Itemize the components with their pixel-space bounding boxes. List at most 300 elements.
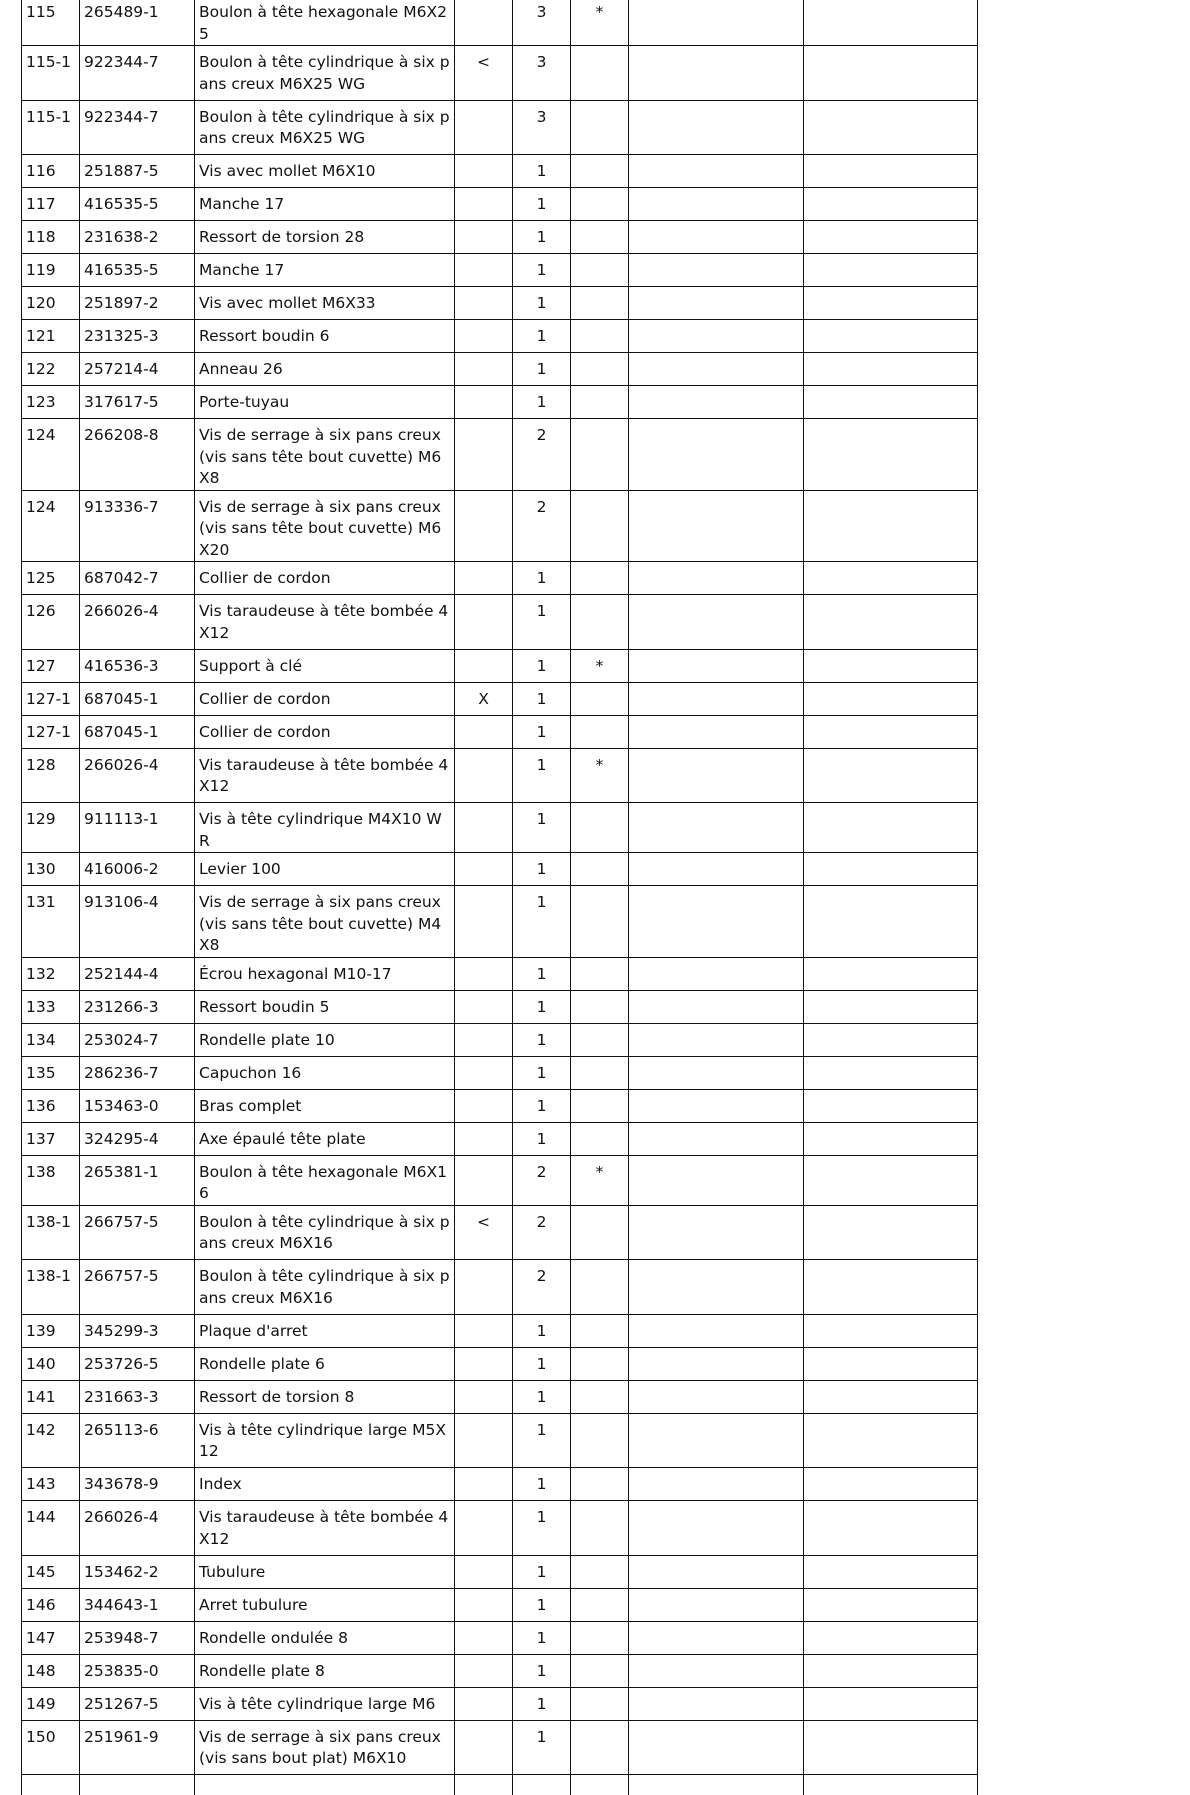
- description-cell: Boulon à tête cylindrique à six pans creux M6X25 WG: [195, 46, 455, 101]
- empty-cell: [629, 1056, 804, 1089]
- empty-cell: [629, 1588, 804, 1621]
- empty-cell: [629, 957, 804, 990]
- part-code-cell: 266026-4: [80, 748, 195, 803]
- part-code-cell: 687045-1: [80, 682, 195, 715]
- empty-cell: [629, 287, 804, 320]
- mark-cell: [455, 1260, 513, 1315]
- empty-cell: [455, 1775, 513, 1795]
- empty-cell: [629, 562, 804, 595]
- empty-cell: [629, 990, 804, 1023]
- empty-cell: [629, 1122, 804, 1155]
- note-cell: [571, 353, 629, 386]
- empty-cell: [629, 748, 804, 803]
- empty-cell: [804, 254, 978, 287]
- description-cell: Boulon à tête hexagonale M6X16: [195, 1155, 455, 1205]
- item-number-cell: 127-1: [22, 682, 80, 715]
- item-number-cell: 130: [22, 853, 80, 886]
- table-row-11: [22, 386, 978, 419]
- note-cell: [571, 562, 629, 595]
- note-cell: [571, 682, 629, 715]
- mark-cell: [455, 1621, 513, 1654]
- empty-cell: [804, 221, 978, 254]
- item-number-cell: 142: [22, 1413, 80, 1468]
- quantity-cell: 3: [513, 100, 571, 155]
- part-code-cell: 253726-5: [80, 1347, 195, 1380]
- quantity-cell: 1: [513, 1089, 571, 1122]
- description-cell: Capuchon 16: [195, 1056, 455, 1089]
- mark-cell: [455, 1654, 513, 1687]
- mark-cell: [455, 287, 513, 320]
- quantity-cell: 1: [513, 562, 571, 595]
- quantity-cell: 1: [513, 1687, 571, 1720]
- empty-cell: [804, 1380, 978, 1413]
- note-cell: [571, 254, 629, 287]
- description-cell: Manche 17: [195, 254, 455, 287]
- item-number-cell: 118: [22, 221, 80, 254]
- note-cell: [571, 1720, 629, 1775]
- empty-cell: [629, 1155, 804, 1205]
- part-code-cell: 416006-2: [80, 853, 195, 886]
- mark-cell: [455, 1380, 513, 1413]
- note-cell: *: [571, 0, 629, 46]
- note-cell: [571, 595, 629, 650]
- mark-cell: [455, 1413, 513, 1468]
- part-code-cell: 265489-1: [80, 0, 195, 46]
- mark-cell: [455, 0, 513, 46]
- mark-cell: [455, 803, 513, 853]
- note-cell: [571, 886, 629, 958]
- mark-cell: [455, 1155, 513, 1205]
- description-cell: Ressort de torsion 8: [195, 1380, 455, 1413]
- note-cell: [571, 1468, 629, 1501]
- part-code-cell: 286236-7: [80, 1056, 195, 1089]
- note-cell: [571, 46, 629, 101]
- mark-cell: [455, 320, 513, 353]
- part-code-cell: 343678-9: [80, 1468, 195, 1501]
- part-code-cell: 251961-9: [80, 1720, 195, 1775]
- empty-cell: [804, 100, 978, 155]
- item-number-cell: 124: [22, 419, 80, 491]
- part-code-cell: 317617-5: [80, 386, 195, 419]
- parts-table-body: [22, 0, 978, 1795]
- item-number-cell: 119: [22, 254, 80, 287]
- mark-cell: [455, 649, 513, 682]
- empty-cell: [804, 353, 978, 386]
- item-number-cell: 149: [22, 1687, 80, 1720]
- empty-cell: [629, 1413, 804, 1468]
- item-number-cell: 115-1: [22, 46, 80, 101]
- part-code-cell: 253948-7: [80, 1621, 195, 1654]
- mark-cell: [455, 1468, 513, 1501]
- mark-cell: [455, 748, 513, 803]
- item-number-cell: 138-1: [22, 1205, 80, 1260]
- empty-cell: [629, 155, 804, 188]
- note-cell: *: [571, 748, 629, 803]
- quantity-cell: 1: [513, 1056, 571, 1089]
- empty-cell: [629, 188, 804, 221]
- table-row-31: [22, 1260, 978, 1315]
- quantity-cell: 1: [513, 1501, 571, 1556]
- item-number-cell: 116: [22, 155, 80, 188]
- empty-cell: [804, 957, 978, 990]
- table-row-37: [22, 1501, 978, 1556]
- item-number-cell: 138-1: [22, 1260, 80, 1315]
- table-row-6: [22, 221, 978, 254]
- item-number-cell: 140: [22, 1347, 80, 1380]
- note-cell: [571, 155, 629, 188]
- note-cell: [571, 287, 629, 320]
- note-cell: [571, 386, 629, 419]
- table-row-9: [22, 320, 978, 353]
- description-cell: Vis de serrage à six pans creux (vis sans tête bout cuvette) M6X20: [195, 490, 455, 562]
- empty-cell: [629, 1468, 804, 1501]
- quantity-cell: 1: [513, 1314, 571, 1347]
- part-code-cell: 266757-5: [80, 1260, 195, 1315]
- description-cell: Plaque d'arret: [195, 1314, 455, 1347]
- mark-cell: [455, 100, 513, 155]
- mark-cell: <: [455, 46, 513, 101]
- mark-cell: [455, 1023, 513, 1056]
- description-cell: Vis de serrage à six pans creux (vis sans tête bout cuvette) M6X8: [195, 419, 455, 491]
- item-number-cell: 127-1: [22, 715, 80, 748]
- quantity-cell: 1: [513, 353, 571, 386]
- description-cell: Arret tubulure: [195, 1588, 455, 1621]
- empty-cell: [629, 1023, 804, 1056]
- table-row-3: [22, 100, 978, 155]
- note-cell: [571, 188, 629, 221]
- quantity-cell: 1: [513, 595, 571, 650]
- empty-cell: [629, 715, 804, 748]
- empty-cell: [629, 682, 804, 715]
- note-cell: [571, 1588, 629, 1621]
- empty-cell: [80, 1775, 195, 1795]
- empty-cell: [804, 1122, 978, 1155]
- empty-cell: [804, 287, 978, 320]
- item-number-cell: 129: [22, 803, 80, 853]
- quantity-cell: 1: [513, 320, 571, 353]
- description-cell: Ressort de torsion 28: [195, 221, 455, 254]
- quantity-cell: 1: [513, 803, 571, 853]
- empty-cell: [629, 649, 804, 682]
- empty-cell: [629, 1347, 804, 1380]
- note-cell: [571, 1260, 629, 1315]
- empty-cell: [804, 1775, 978, 1795]
- note-cell: [571, 1347, 629, 1380]
- mark-cell: [455, 353, 513, 386]
- mark-cell: [455, 957, 513, 990]
- mark-cell: [455, 155, 513, 188]
- empty-cell: [804, 1413, 978, 1468]
- item-number-cell: 117: [22, 188, 80, 221]
- table-row-15: [22, 595, 978, 650]
- table-row-22: [22, 886, 978, 958]
- item-number-cell: 115-1: [22, 100, 80, 155]
- part-code-cell: 266026-4: [80, 1501, 195, 1556]
- quantity-cell: 1: [513, 1122, 571, 1155]
- note-cell: [571, 1122, 629, 1155]
- mark-cell: [455, 886, 513, 958]
- table-row-43: [22, 1720, 978, 1775]
- item-number-cell: 135: [22, 1056, 80, 1089]
- empty-cell: [804, 1555, 978, 1588]
- quantity-cell: 1: [513, 155, 571, 188]
- description-cell: Vis avec mollet M6X33: [195, 287, 455, 320]
- empty-cell: [804, 1468, 978, 1501]
- empty-cell: [629, 1621, 804, 1654]
- empty-cell: [513, 1775, 571, 1795]
- description-cell: Vis avec mollet M6X10: [195, 155, 455, 188]
- table-row-27: [22, 1089, 978, 1122]
- part-code-cell: 231638-2: [80, 221, 195, 254]
- item-number-cell: 137: [22, 1122, 80, 1155]
- description-cell: Levier 100: [195, 853, 455, 886]
- table-row-21: [22, 853, 978, 886]
- item-number-cell: 131: [22, 886, 80, 958]
- quantity-cell: 1: [513, 853, 571, 886]
- description-cell: Vis taraudeuse à tête bombée 4X12: [195, 1501, 455, 1556]
- note-cell: [571, 990, 629, 1023]
- empty-cell: [629, 1260, 804, 1315]
- part-code-cell: 153463-0: [80, 1089, 195, 1122]
- empty-cell: [804, 649, 978, 682]
- note-cell: [571, 1501, 629, 1556]
- item-number-cell: 145: [22, 1555, 80, 1588]
- item-number-cell: 120: [22, 287, 80, 320]
- table-row-33: [22, 1347, 978, 1380]
- empty-cell: [804, 188, 978, 221]
- part-code-cell: 251897-2: [80, 287, 195, 320]
- quantity-cell: 1: [513, 1555, 571, 1588]
- mark-cell: [455, 1588, 513, 1621]
- empty-cell: [804, 1501, 978, 1556]
- mark-cell: [455, 254, 513, 287]
- mark-cell: [455, 1122, 513, 1155]
- quantity-cell: 2: [513, 1260, 571, 1315]
- note-cell: [571, 1089, 629, 1122]
- description-cell: Collier de cordon: [195, 715, 455, 748]
- item-number-cell: 115: [22, 0, 80, 46]
- empty-cell: [804, 715, 978, 748]
- part-code-cell: 913106-4: [80, 886, 195, 958]
- note-cell: [571, 1056, 629, 1089]
- part-code-cell: 416535-5: [80, 254, 195, 287]
- empty-cell: [629, 320, 804, 353]
- item-number-cell: 121: [22, 320, 80, 353]
- note-cell: [571, 1621, 629, 1654]
- quantity-cell: 2: [513, 419, 571, 491]
- empty-cell: [804, 853, 978, 886]
- table-row-8: [22, 287, 978, 320]
- table-row-26: [22, 1056, 978, 1089]
- empty-cell: [195, 1775, 455, 1795]
- part-code-cell: 344643-1: [80, 1588, 195, 1621]
- description-cell: Boulon à tête cylindrique à six pans creux M6X16: [195, 1260, 455, 1315]
- note-cell: [571, 1654, 629, 1687]
- description-cell: Collier de cordon: [195, 682, 455, 715]
- item-number-cell: 127: [22, 649, 80, 682]
- description-cell: Vis taraudeuse à tête bombée 4X12: [195, 595, 455, 650]
- quantity-cell: 1: [513, 957, 571, 990]
- item-number-cell: 143: [22, 1468, 80, 1501]
- empty-cell: [22, 1775, 80, 1795]
- table-row-19: [22, 748, 978, 803]
- note-cell: [571, 1023, 629, 1056]
- empty-cell: [804, 990, 978, 1023]
- empty-cell: [804, 1654, 978, 1687]
- part-code-cell: 922344-7: [80, 100, 195, 155]
- description-cell: Rondelle plate 6: [195, 1347, 455, 1380]
- mark-cell: [455, 990, 513, 1023]
- description-cell: Axe épaulé tête plate: [195, 1122, 455, 1155]
- item-number-cell: 125: [22, 562, 80, 595]
- quantity-cell: 3: [513, 46, 571, 101]
- empty-cell: [629, 221, 804, 254]
- quantity-cell: 1: [513, 287, 571, 320]
- part-code-cell: 687042-7: [80, 562, 195, 595]
- mark-cell: [455, 188, 513, 221]
- empty-cell: [629, 803, 804, 853]
- part-code-cell: 231266-3: [80, 990, 195, 1023]
- description-cell: Manche 17: [195, 188, 455, 221]
- table-row-41: [22, 1654, 978, 1687]
- description-cell: Collier de cordon: [195, 562, 455, 595]
- item-number-cell: 124: [22, 490, 80, 562]
- mark-cell: X: [455, 682, 513, 715]
- table-row-5: [22, 188, 978, 221]
- table-row-1: [22, 0, 978, 46]
- note-cell: [571, 320, 629, 353]
- empty-cell: [804, 320, 978, 353]
- mark-cell: [455, 1314, 513, 1347]
- empty-cell: [629, 254, 804, 287]
- item-number-cell: 134: [22, 1023, 80, 1056]
- description-cell: Index: [195, 1468, 455, 1501]
- empty-cell: [629, 490, 804, 562]
- mark-cell: [455, 853, 513, 886]
- item-number-cell: 147: [22, 1621, 80, 1654]
- description-cell: Rondelle plate 10: [195, 1023, 455, 1056]
- empty-cell: [804, 1621, 978, 1654]
- mark-cell: [455, 1555, 513, 1588]
- parts-table: [21, 0, 978, 1795]
- part-code-cell: 416535-5: [80, 188, 195, 221]
- empty-cell: [629, 100, 804, 155]
- item-number-cell: 141: [22, 1380, 80, 1413]
- mark-cell: [455, 490, 513, 562]
- parts-list-sheet: [21, 0, 978, 1795]
- quantity-cell: 1: [513, 221, 571, 254]
- table-row-23: [22, 957, 978, 990]
- part-code-cell: 257214-4: [80, 353, 195, 386]
- empty-cell: [629, 1654, 804, 1687]
- mark-cell: [455, 715, 513, 748]
- mark-cell: [455, 1687, 513, 1720]
- part-code-cell: 231663-3: [80, 1380, 195, 1413]
- part-code-cell: 913336-7: [80, 490, 195, 562]
- description-cell: Vis à tête cylindrique large M6: [195, 1687, 455, 1720]
- quantity-cell: 1: [513, 1468, 571, 1501]
- table-row-7: [22, 254, 978, 287]
- table-row-continuation: [22, 1775, 978, 1795]
- note-cell: [571, 1205, 629, 1260]
- empty-cell: [629, 1314, 804, 1347]
- description-cell: Bras complet: [195, 1089, 455, 1122]
- item-number-cell: 126: [22, 595, 80, 650]
- item-number-cell: 133: [22, 990, 80, 1023]
- table-row-20: [22, 803, 978, 853]
- empty-cell: [804, 595, 978, 650]
- table-row-36: [22, 1468, 978, 1501]
- table-row-30: [22, 1205, 978, 1260]
- quantity-cell: 2: [513, 490, 571, 562]
- mark-cell: [455, 221, 513, 254]
- description-cell: Rondelle plate 8: [195, 1654, 455, 1687]
- empty-cell: [804, 1687, 978, 1720]
- quantity-cell: 1: [513, 748, 571, 803]
- quantity-cell: 1: [513, 1347, 571, 1380]
- table-row-39: [22, 1588, 978, 1621]
- description-cell: Vis taraudeuse à tête bombée 4X12: [195, 748, 455, 803]
- empty-cell: [804, 1588, 978, 1621]
- item-number-cell: 138: [22, 1155, 80, 1205]
- empty-cell: [804, 748, 978, 803]
- item-number-cell: 144: [22, 1501, 80, 1556]
- table-row-38: [22, 1555, 978, 1588]
- table-row-25: [22, 1023, 978, 1056]
- description-cell: Écrou hexagonal M10-17: [195, 957, 455, 990]
- note-cell: [571, 1413, 629, 1468]
- part-code-cell: 253835-0: [80, 1654, 195, 1687]
- mark-cell: [455, 1089, 513, 1122]
- quantity-cell: 1: [513, 254, 571, 287]
- item-number-cell: 139: [22, 1314, 80, 1347]
- note-cell: *: [571, 649, 629, 682]
- description-cell: Rondelle ondulée 8: [195, 1621, 455, 1654]
- empty-cell: [804, 1205, 978, 1260]
- table-row-18: [22, 715, 978, 748]
- empty-cell: [804, 155, 978, 188]
- item-number-cell: 128: [22, 748, 80, 803]
- note-cell: [571, 715, 629, 748]
- empty-cell: [804, 562, 978, 595]
- quantity-cell: 2: [513, 1205, 571, 1260]
- description-cell: Ressort boudin 6: [195, 320, 455, 353]
- table-row-13: [22, 490, 978, 562]
- empty-cell: [629, 1380, 804, 1413]
- empty-cell: [804, 1023, 978, 1056]
- empty-cell: [804, 1056, 978, 1089]
- empty-cell: [629, 1687, 804, 1720]
- empty-cell: [804, 1260, 978, 1315]
- empty-cell: [629, 353, 804, 386]
- quantity-cell: 1: [513, 1720, 571, 1775]
- part-code-cell: 687045-1: [80, 715, 195, 748]
- empty-cell: [629, 1089, 804, 1122]
- empty-cell: [629, 0, 804, 46]
- note-cell: [571, 1314, 629, 1347]
- part-code-cell: 265113-6: [80, 1413, 195, 1468]
- empty-cell: [804, 682, 978, 715]
- description-cell: Porte-tuyau: [195, 386, 455, 419]
- empty-cell: [629, 595, 804, 650]
- part-code-cell: 911113-1: [80, 803, 195, 853]
- empty-cell: [804, 803, 978, 853]
- quantity-cell: 1: [513, 1588, 571, 1621]
- description-cell: Support à clé: [195, 649, 455, 682]
- description-cell: Tubulure: [195, 1555, 455, 1588]
- empty-cell: [804, 1155, 978, 1205]
- table-row-17: [22, 682, 978, 715]
